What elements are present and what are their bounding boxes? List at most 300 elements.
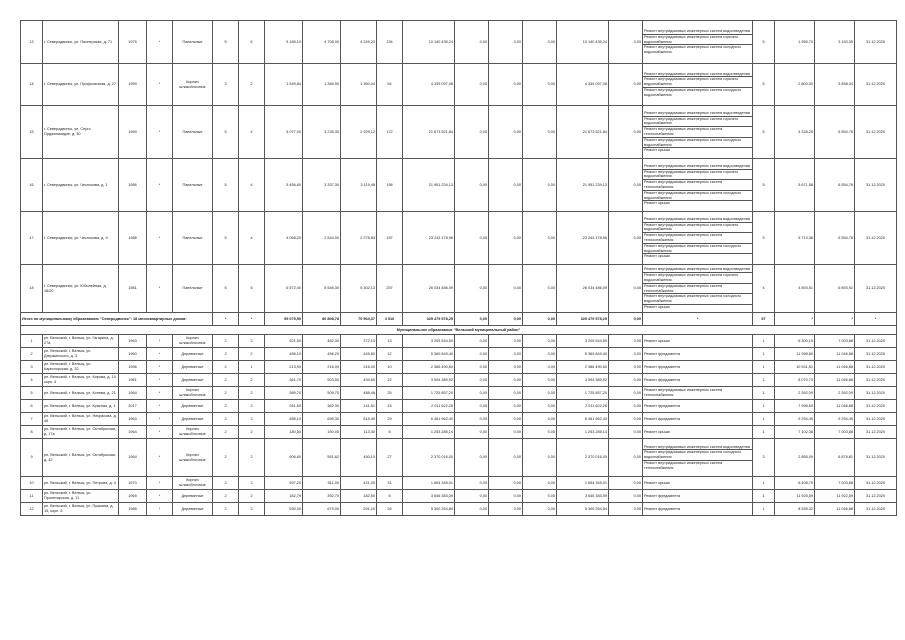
cell-area-living: 2 544,00 [303,212,341,265]
cell-fund-region: 0,00 [489,503,523,516]
cell-fund-region: 0,00 [489,490,523,503]
cell-mark: * [147,212,173,265]
cell-area-living: 456,20 [303,348,341,361]
cell-fund-fed: 0,00 [455,265,489,313]
cell-year: 1964 [119,426,147,439]
cell-fund-other: 0,00 [609,21,643,64]
cell-area-living: 362,30 [303,400,341,413]
cell-area-res: 141,51 [341,400,377,413]
cell-unit: 1 [753,413,775,426]
cell-max-cost: 11 046,88 [815,400,855,413]
cell-area-total: 606,60 [265,439,303,477]
cell-entrances: 6 [239,265,265,313]
cell-year: 1963 [119,335,147,348]
cell-area-living: 509,70 [303,387,341,400]
cell-n: 13 [21,21,43,64]
cell-n: 4 [21,374,43,387]
cell-material: Панельные [173,265,213,313]
cell-floors: 2 [213,490,239,503]
cell-n: 14 [21,64,43,106]
cell-residents: 31 [377,477,403,490]
cell-mark: * [147,159,173,212]
cell-n: 11 [21,490,43,503]
works-list [643,217,752,259]
cell-address: рп. Вельский, г. Вельск, ул. Дзержинского, д. 3 [43,348,119,361]
cell-entrances: 2 [239,374,265,387]
cell-fund-fed: 0,00 [455,413,489,426]
cell-address: г. Северодвинск, ул. Чеснокова, д. 1 [43,159,119,212]
cell-year: 1964 [119,387,147,400]
cell-area-living: 695,30 [303,413,341,426]
work-item: Ремонт внутридомовых инженерных систем водоотведения [644,444,750,449]
cell-fund-other: 0,00 [609,335,643,348]
cell-fund-owners: 2 386 490,60 [557,361,609,374]
cell-n: 3 [21,361,43,374]
cell-fund-fed: 0,00 [455,348,489,361]
cell-fund-local: 0,00 [523,413,557,426]
cell-area-total: 180,50 [265,426,303,439]
cell-unit: 1 [753,503,775,516]
cell-residents: 8 [377,426,403,439]
cell-fund-other: 0,00 [609,439,643,477]
cell-fund-other: 0,00 [609,212,643,265]
cell-floors: 2 [213,335,239,348]
cell-floors: 5 [213,212,239,265]
subtotal-work: * [643,313,753,326]
cell-residents: 27 [377,439,403,477]
cell-year: 1981 [119,265,147,313]
cell-area-living: 5 546,30 [303,265,341,313]
cell-material: Деревянные [173,348,213,361]
cell-year: 1956 [119,361,147,374]
cell-mark: * [147,426,173,439]
cell-works: Ремонт фундамента [643,413,753,426]
cell-entrances: 2 [239,335,265,348]
cell-fund-region: 0,00 [489,439,523,477]
work-item: Ремонт внутридомовых инженерных систем горячего водоснабжения [643,222,752,233]
cell-entrances: 2 [239,439,265,477]
cell-mark: * [147,477,173,490]
cell-unit: 1 [753,477,775,490]
cell-works: Ремонт фундамента [643,503,753,516]
cell-fund-region: 0,00 [489,374,523,387]
subtotal-c1: * [213,313,239,326]
cell-fund-region: 0,00 [489,426,523,439]
cell-material: Кирпич шлакоблочные [173,426,213,439]
cell-area-total: 5 077,00 [265,106,303,159]
cell-fund-owners: 5 300 254,84 [557,503,609,516]
cell-fund-owners: 4 339 097,08 [557,64,609,106]
works-list [643,29,752,55]
cell-area-res: 4 249,23 [341,21,377,64]
cell-works [643,106,753,159]
cell-area-total: 5 456,60 [265,159,303,212]
cell-spec-cost: 8 070,73 [775,374,815,387]
cell-residents: 197 [377,212,403,265]
cell-area-res: 182,50 [341,490,377,503]
cell-fund-local: 0,00 [523,387,557,400]
cell-cost-total: 21 673 521,84 [403,106,455,159]
cell-address: рп. Вельский, г. Вельск, ул. Кирова, д. 14, корп. 4 [43,374,119,387]
cell-area-total: 521,50 [265,335,303,348]
cell-cost-total: 6 461 962,40 [403,413,455,426]
cell-fund-owners: 1 253 285,14 [557,426,609,439]
cell-cost-total: 26 034 486,09 [403,265,455,313]
cell-area-total: 530,00 [265,503,303,516]
cell-fund-local: 0,00 [523,400,557,413]
cell-area-living: 190,00 [303,426,341,439]
cell-works: Ремонт фундамента [643,490,753,503]
cell-fund-owners: 21 951 234,13 [557,159,609,212]
work-item: Ремонт внутридомовых инженерных систем холодного водоснабжения [643,87,752,98]
cell-spec-cost: 6 300,15 [775,335,815,348]
work-item: Ремонт внутридомовых инженерных систем водоотведения [644,71,750,76]
cell-fund-region: 0,00 [489,64,523,106]
cell-area-living: 503,50 [303,374,341,387]
cell-max-cost: 6 554,76 [815,106,855,159]
cell-year: 2017 [119,400,147,413]
cell-fund-owners: 10 140 435,24 [557,21,609,64]
cell-unit: 5 [753,64,775,106]
cell-unit: 1 [753,400,775,413]
cell-cost-total: 21 951 234,13 [403,159,455,212]
cell-floors: 5 [213,21,239,64]
cell-unit: 4 [753,265,775,313]
cell-fund-region: 0,00 [489,159,523,212]
cell-n: 5 [21,387,43,400]
cell-cost-total: 10 140 435,24 [403,21,455,64]
cell-entrances: 2 [239,348,265,361]
cell-fund-local: 0,00 [523,106,557,159]
cell-address: рп. Вельский, г. Вельск, ул. Гагарина, д. 27а [43,335,119,348]
cell-entrances: 2 [239,426,265,439]
cell-n: 15 [21,106,43,159]
cell-works [643,265,753,313]
cell-fund-fed: 0,00 [455,426,489,439]
cell-fund-owners: 26 034 486,09 [557,265,609,313]
cell-fund-fed: 0,00 [455,477,489,490]
cell-address: рп. Вельский, г. Вельск, ул. Конева, д. 21 [43,387,119,400]
work-item: Ремонт внутридомовых инженерных систем холодного водоснабжения [643,190,752,201]
cell-max-cost: 3 153,35 [815,21,855,64]
cell-unit: 1 [753,335,775,348]
cell-cost-total: 3 205 544,50 [403,335,455,348]
cell-fund-owners: 6 461 962,40 [557,413,609,426]
cell-max-cost: 7 003,88 [815,335,855,348]
cell-area-res: 494,60 [341,374,377,387]
cell-address: г. Северодвинск, ул. Профсоюзная, д. 27 [43,64,119,106]
cell-fund-region: 0,00 [489,413,523,426]
work-item: Ремонт внутридомовых инженерных систем теплоснабжения [643,232,752,243]
cell-area-living: 3 337,30 [303,159,341,212]
cell-date: 31.12.2020 [855,387,897,400]
work-item: Ремонт внутридомовых инженерных систем холодного водоснабжения [643,449,752,460]
cell-mark: * [147,348,173,361]
cell-fund-other: 0,00 [609,426,643,439]
cell-residents: 172 [377,106,403,159]
cell-fund-other: 0,00 [609,490,643,503]
cell-fund-local: 0,00 [523,361,557,374]
cell-floors: 2 [213,387,239,400]
cell-fund-local: 0,00 [523,348,557,361]
cell-floors: 2 [213,348,239,361]
cell-fund-owners: 2 011 622,28 [557,400,609,413]
cell-floors: 3 [213,64,239,106]
cell-unit: 1 [753,374,775,387]
cell-floors: 2 [213,361,239,374]
cell-n: 1 [21,335,43,348]
cell-unit: 1 [753,348,775,361]
work-item: Ремонт внутридомовых инженерных систем горячего водоснабжения [643,76,752,87]
cell-fund-fed: 0,00 [455,159,489,212]
cell-spec-cost: 5 671,58 [775,159,815,212]
cell-residents: 26 [377,503,403,516]
cell-floors: 2 [213,426,239,439]
cell-works: Ремонт фундамента [643,374,753,387]
cell-material: Кирпич шлакоблочные [173,335,213,348]
table-row [21,439,897,477]
cell-fund-owners: 2 370 016,00 [557,439,609,477]
cell-entrances: 2 [239,387,265,400]
cell-fund-fed: 0,00 [455,374,489,387]
subtotal-area-res: 70 964,37 [341,313,377,326]
cell-cost-total: 5 300 254,84 [403,503,455,516]
cell-area-total: 685,10 [265,413,303,426]
cell-area-total: 5 185,10 [265,21,303,64]
cell-material: Кирпич шлакоблочные [173,387,213,400]
cell-fund-local: 0,00 [523,212,557,265]
cell-address: рп. Вельский, г. Вельск, ул. Пролетарская, д. 11 [43,490,119,503]
cell-works [643,21,753,64]
cell-fund-owners: 5 369 849,40 [557,348,609,361]
work-item: Ремонт внутридомовых инженерных систем горячего водоснабжения [643,116,752,127]
table-row [21,490,897,503]
cell-area-living: 1 366,90 [303,64,341,106]
cell-max-cost: 11 046,88 [815,348,855,361]
work-item: Ремонт внутридомовых инженерных систем холодного водоснабжения [643,293,752,304]
cell-residents: 15 [377,400,403,413]
cell-area-total: 361,70 [265,374,303,387]
work-item: Ремонт внутридомовых инженерных систем холодного водоснабжения [643,137,752,148]
cell-unit: 1 [753,490,775,503]
cell-cost-total: 1 253 285,14 [403,426,455,439]
cell-cost-total: 2 011 622,28 [403,400,455,413]
cell-area-total: 456,10 [265,348,303,361]
cell-area-res: 488,46 [341,387,377,400]
cell-fund-fed: 0,00 [455,335,489,348]
cell-material: Кирпич шлакоблочные [173,64,213,106]
subtotal-row [21,313,897,326]
cell-residents: 29 [377,413,403,426]
cell-fund-other: 0,00 [609,477,643,490]
work-item: Ремонт внутридомовых инженерных систем горячего водоснабжения [643,272,752,283]
cell-fund-fed: 0,00 [455,64,489,106]
cell-residents: 198 [377,159,403,212]
cell-floors: 2 [213,413,239,426]
cell-max-cost: 11 046,88 [815,503,855,516]
cell-material: Панельные [173,212,213,265]
cell-fund-fed: 0,00 [455,439,489,477]
cell-unit: 1 [753,387,775,400]
cell-area-living: 392,70 [303,490,341,503]
table-row [21,106,897,159]
cell-max-cost: 7 003,88 [815,426,855,439]
cell-date: 31.12.2020 [855,400,897,413]
table-row [21,413,897,426]
cell-fund-fed: 0,00 [455,212,489,265]
cell-date: 31.12.2020 [855,159,897,212]
cell-residents: 257 [377,265,403,313]
works-list [643,164,752,206]
cell-material: Панельные [173,106,213,159]
cell-residents: 8 [377,490,403,503]
cell-works: Ремонт крыши [643,335,753,348]
cell-area-res: 615,40 [341,413,377,426]
cell-mark: * [147,21,173,64]
cell-fund-fed: 0,00 [455,21,489,64]
cell-fund-local: 0,00 [523,64,557,106]
work-item: Ремонт крыши [643,253,752,259]
subtotal-area-living: 80 808,78 [303,313,341,326]
cell-entrances: 2 [239,477,265,490]
table-row [21,426,897,439]
table-row [21,348,897,361]
cell-entrances: 1 [239,361,265,374]
cell-year: 1975 [119,21,147,64]
cell-area-living: 216,00 [303,361,341,374]
work-item: Ремонт крыши [643,304,752,310]
cell-entrances: 4 [239,212,265,265]
cell-n: 8 [21,426,43,439]
cell-cost-total: 2 370 016,00 [403,439,455,477]
cell-fund-other: 0,00 [609,106,643,159]
work-item: Ремонт внутридомовых инженерных систем водоотведения [644,267,750,272]
cell-fund-fed: 0,00 [455,361,489,374]
cell-spec-cost: 2 392,09 [775,387,815,400]
work-item: Ремонт крыши [643,200,752,206]
cell-max-cost: 11 046,88 [815,361,855,374]
cell-mark: * [147,413,173,426]
cell-date: 31.12.2020 [855,106,897,159]
cell-material: Панельные [173,21,213,64]
cell-year: 1969 [119,106,147,159]
cell-year: 1963 [119,413,147,426]
cell-spec-cost: 11 998,80 [775,348,815,361]
cell-max-cost: 6 893,92 [815,265,855,313]
cell-date: 31.12.2020 [855,477,897,490]
work-item: Ремонт внутридомовых инженерных систем водоотведения [644,216,750,221]
cell-n: 2 [21,348,43,361]
cell-works [643,64,753,106]
cell-date: 31.12.2020 [855,335,897,348]
cell-works: Ремонт крыши [643,477,753,490]
cell-spec-cost: 7 998,50 [775,400,815,413]
cell-mark: * [147,490,173,503]
cell-cost-total: 1 654 345,01 [403,477,455,490]
subtotal-date: * [855,313,897,326]
cell-unit: 5 [753,159,775,212]
cell-mark: * [147,106,173,159]
subtotal-spec-cost: * [775,313,815,326]
cell-mark: * [147,361,173,374]
cell-max-cost: 6 878,81 [815,439,855,477]
cell-fund-region: 0,00 [489,361,523,374]
cell-fund-region: 0,00 [489,400,523,413]
cell-fund-local: 0,00 [523,426,557,439]
cell-entrances: 4 [239,159,265,212]
cell-address: г. Северодвинск, ул. Юбилейная, д. 18/20 [43,265,119,313]
cell-cost-total: 2 386 490,60 [403,361,455,374]
cell-fund-local: 0,00 [523,477,557,490]
cell-area-living: 679,00 [303,503,341,516]
cell-mark: * [147,265,173,313]
cell-address: рп. Вельский, г. Вельск, ул. Красная, д. 1 [43,400,119,413]
cell-date: 31.12.2020 [855,374,897,387]
cell-year: 1985 [119,503,147,516]
cell-address: рп. Вельский, г. Вельск, ул. Октябрьская, д. 17а [43,426,119,439]
cell-fund-other: 0,00 [609,64,643,106]
cell-area-res: 445,80 [341,348,377,361]
subtotal-fund-region: 0,00 [489,313,523,326]
cell-fund-other: 0,00 [609,374,643,387]
cell-fund-local: 0,00 [523,159,557,212]
cell-area-res: 5 302,13 [341,265,377,313]
cell-area-total: 6 572,40 [265,265,303,313]
cell-n: 7 [21,413,43,426]
cell-material: Деревянные [173,400,213,413]
cell-material: Деревянные [173,361,213,374]
cell-fund-other: 0,00 [609,348,643,361]
table-row [21,335,897,348]
cell-area-living: 511,00 [303,477,341,490]
work-item: Ремонт внутридомовых инженерных систем теплоснабжения [643,126,752,137]
table-row [21,374,897,387]
cell-date: 31.12.2020 [855,361,897,374]
subtotal-fund-other: 0,00 [609,313,643,326]
cell-entrances: 6 [239,21,265,64]
cell-cost-total: 23 243 178,96 [403,212,455,265]
cell-area-res: 2 278,83 [341,212,377,265]
cell-works: Ремонт фундамента [643,361,753,374]
cell-year: 1970 [119,477,147,490]
cell-area-res: 1 360,04 [341,64,377,106]
table-row [21,265,897,313]
cell-fund-fed: 0,00 [455,400,489,413]
cell-material: Кирпич шлакоблочные [173,439,213,477]
cell-area-living: 551,62 [303,439,341,477]
cell-residents: 22 [377,374,403,387]
cell-date: 31.12.2020 [855,413,897,426]
cell-spec-cost: 2 855,09 [775,439,815,477]
cell-floors: 2 [213,503,239,516]
cell-n: 16 [21,159,43,212]
cell-area-living: 4 708,00 [303,21,341,64]
cell-works [643,212,753,265]
cell-n: 18 [21,265,43,313]
cell-fund-local: 0,00 [523,439,557,477]
cell-unit: 5 [753,212,775,265]
works-list [643,111,752,153]
cell-max-cost: 6 554,76 [815,212,855,265]
table-row [21,503,897,516]
cell-floors: 2 [213,374,239,387]
cell-spec-cost: 1 955,70 [775,21,815,64]
cell-works: Ремонт фундамента [643,348,753,361]
cell-residents: 10 [377,361,403,374]
cell-address: г. Северодвинск, ул. Серго Орджоникидзе, д. 30 [43,106,119,159]
cell-address: рп. Вельский, г. Вельск, ул. Петрова, д. 4 [43,477,119,490]
cell-area-res: 113,30 [341,426,377,439]
